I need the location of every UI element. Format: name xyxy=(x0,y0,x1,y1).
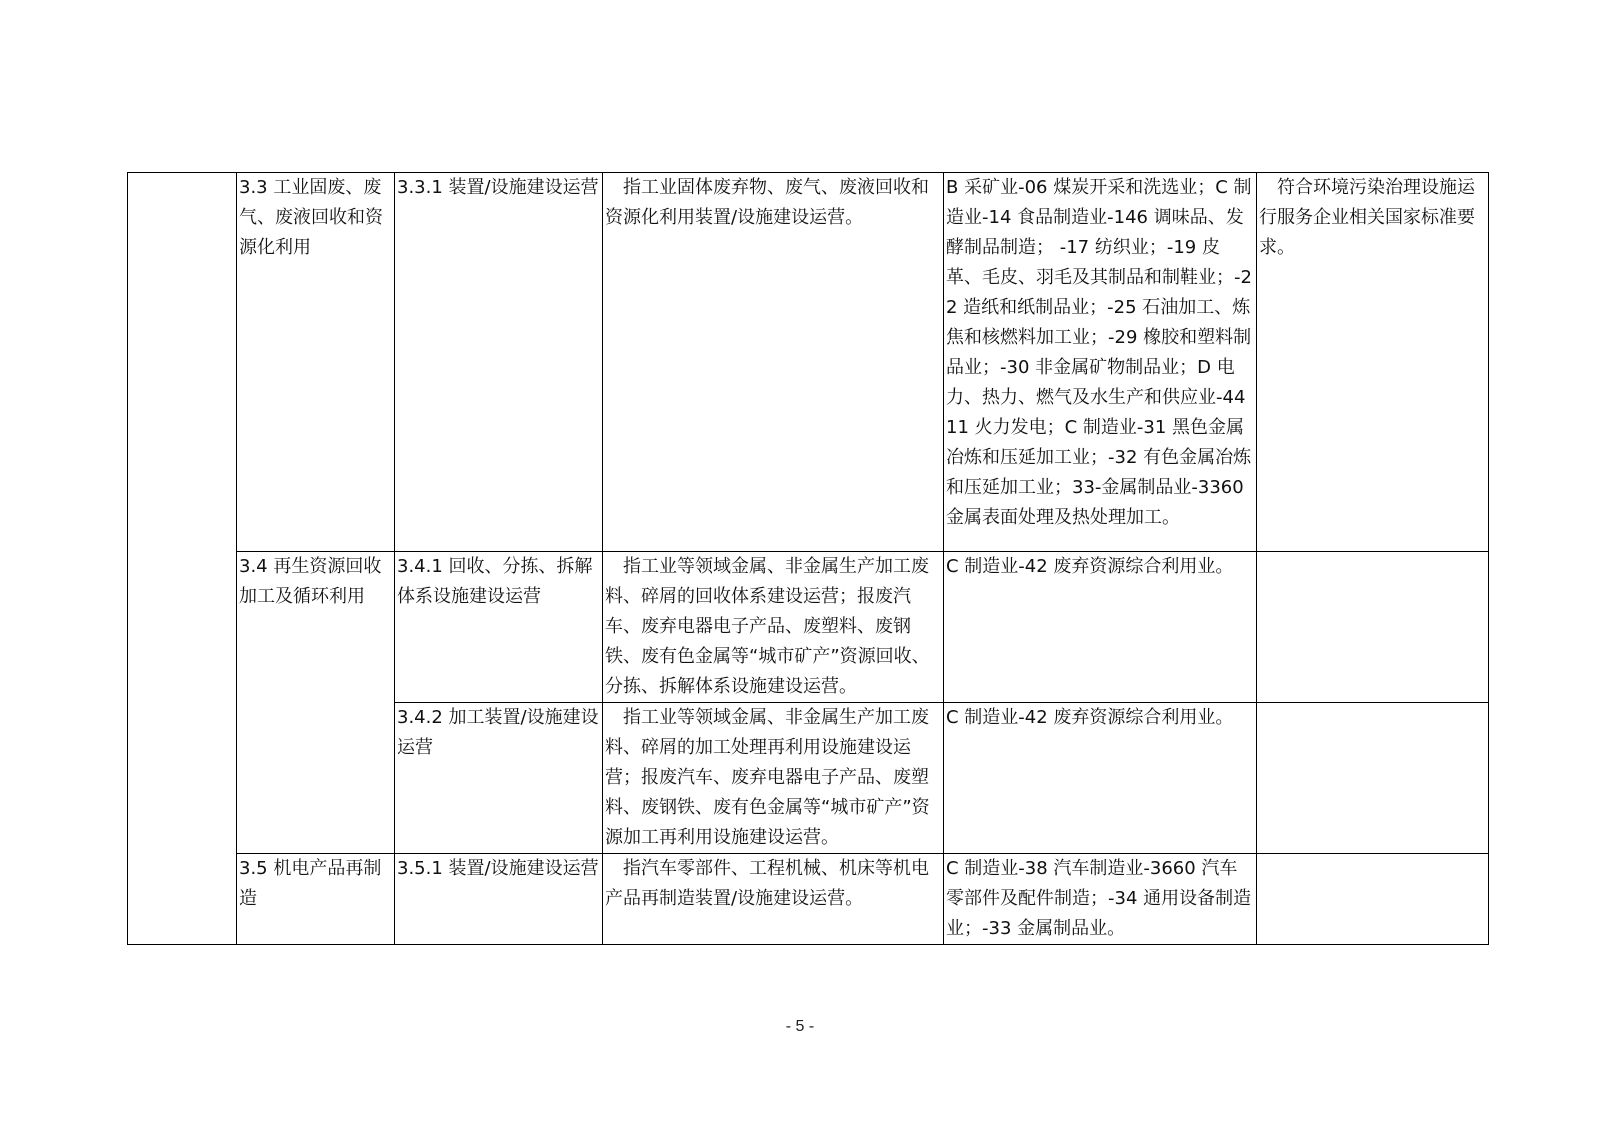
industry-cell: C 制造业-38 汽车制造业-3660 汽车零部件及配件制造；-34 通用设备制造业；-33 金属制品业。 xyxy=(944,854,1257,945)
industry-cell: C 制造业-42 废弃资源综合利用业。 xyxy=(944,703,1257,854)
subcategory-cell: 3.5.1 装置/设施建设运营 xyxy=(395,854,603,945)
description-cell: 指工业等领域金属、非金属生产加工废料、碎屑的加工处理再利用设施建设运营；报废汽车、废弃电器电子产品、废塑料、废钢铁、废有色金属等“城市矿产”资源加工再利用设施建设运营。 xyxy=(603,703,944,854)
requirements-cell xyxy=(1257,552,1489,703)
table-row xyxy=(128,552,1489,703)
blank-first-column xyxy=(128,173,237,945)
requirements-cell: 符合环境污染治理设施运行服务企业相关国家标准要求。 xyxy=(1257,173,1489,552)
industry-cell: C 制造业-42 废弃资源综合利用业。 xyxy=(944,552,1257,703)
subcategory-cell: 3.3.1 装置/设施建设运营 xyxy=(395,173,603,552)
description-cell: 指工业固体废弃物、废气、废液回收和资源化利用装置/设施建设运营。 xyxy=(603,173,944,552)
page-number: - 5 - xyxy=(785,1018,815,1035)
catalog-table xyxy=(127,172,1489,945)
subcategory-cell: 3.4.2 加工装置/设施建设运营 xyxy=(395,703,603,854)
requirements-cell xyxy=(1257,854,1489,945)
industry-cell: B 采矿业-06 煤炭开采和洗选业；C 制造业-14 食品制造业-146 调味品、发酵制品制造； -17 纺织业；-19 皮革、毛皮、羽毛及其制品和制鞋业；-22 造纸和纸制品业；-25 石油加工、炼焦和核燃料加工业；-29 橡胶和塑料制品业；-30 非金属矿物制品业；D 电力、热力、燃气及水生产和供应业-4411 火力发电；C 制造业-31 黑色金属冶炼和压延加工业；-32 有色金属冶炼和压延加工业；33-金属制品业-3360 金属表面处理及热处理加工。 xyxy=(944,173,1257,552)
category-cell: 3.4 再生资源回收加工及循环利用 xyxy=(237,552,395,854)
table-row xyxy=(128,854,1489,945)
category-cell: 3.3 工业固废、废气、废液回收和资源化利用 xyxy=(237,173,395,552)
category-cell: 3.5 机电产品再制造 xyxy=(237,854,395,945)
subcategory-cell: 3.4.1 回收、分拣、拆解体系设施建设运营 xyxy=(395,552,603,703)
description-cell: 指汽车零部件、工程机械、机床等机电产品再制造装置/设施建设运营。 xyxy=(603,854,944,945)
table-row xyxy=(128,173,1489,552)
description-cell: 指工业等领域金属、非金属生产加工废料、碎屑的回收体系建设运营；报废汽车、废弃电器电子产品、废塑料、废钢铁、废有色金属等“城市矿产”资源回收、分拣、拆解体系设施建设运营。 xyxy=(603,552,944,703)
requirements-cell xyxy=(1257,703,1489,854)
